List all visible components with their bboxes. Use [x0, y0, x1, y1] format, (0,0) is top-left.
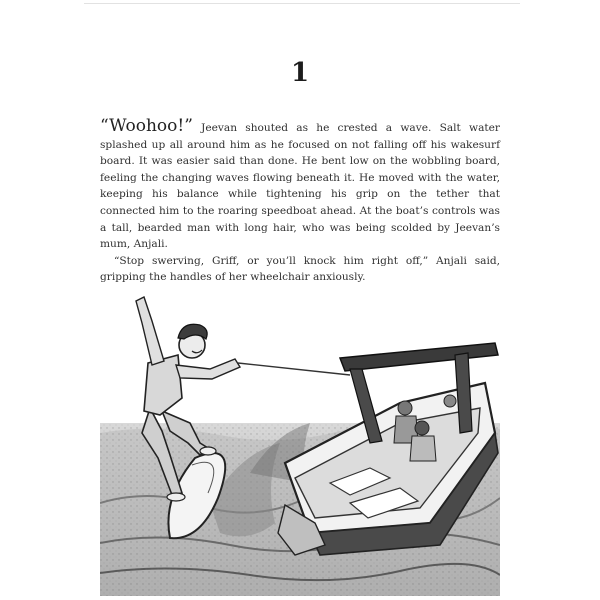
paragraph-2: “Stop swerving, Griff, or you’ll knock him right off,” Anjali said, gripping the handles of her wheelchair anxiously.: [100, 254, 500, 284]
chapter-number: 1: [290, 58, 310, 88]
top-rule: [84, 3, 520, 4]
paragraph-1-body: Jeevan shouted as he crested a wave. Salt water splashed up all around him as he focused on not falling off his wakesurf board. It was easier said than done. He bent low on the wobbling board, feeling the changing waves flowing beneath it. He moved with the water, keeping his balance while tightening his grip on the tether that connected him to the roaring speedboat ahead. At the boat’s controls was a tall, bearded man with long hair, who was being scolded by Jeevan’s mum, Anjali.: [100, 122, 500, 251]
opening-exclamation: “Woohoo!”: [100, 116, 193, 136]
tow-rope: [238, 363, 350, 375]
wakesurf-scene-svg: [100, 283, 500, 596]
story-text: [100, 116, 500, 286]
paragraph-1: [100, 116, 500, 253]
chapter-illustration: [100, 283, 500, 596]
